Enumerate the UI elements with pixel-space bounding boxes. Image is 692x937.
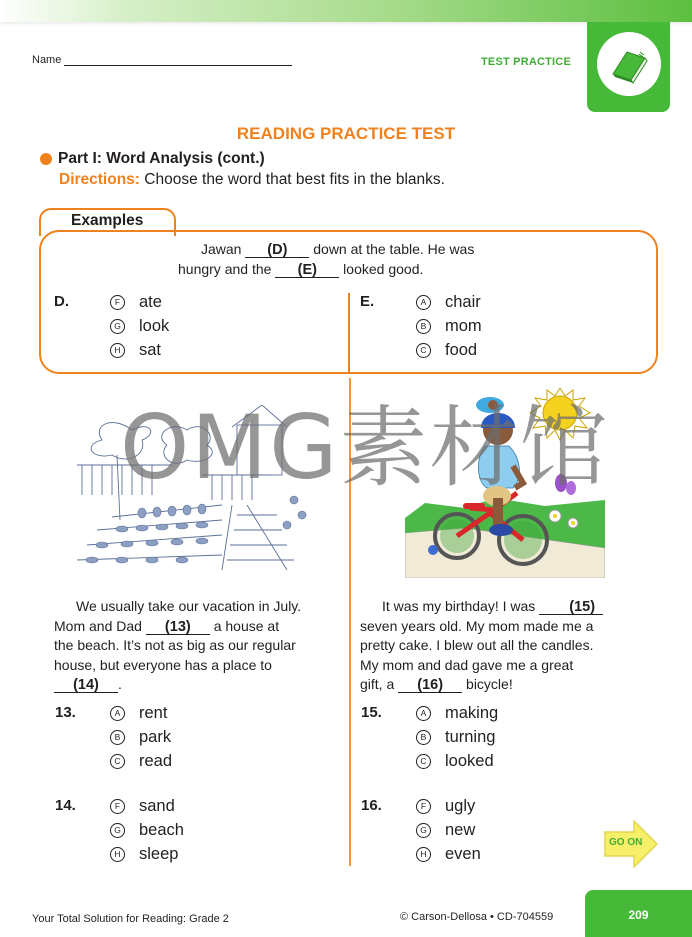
tab-icon-circle (597, 32, 661, 96)
answer-bubble[interactable]: C (110, 754, 125, 769)
option-13-b[interactable]: B park (110, 725, 172, 749)
blank-e: (E) (275, 263, 339, 278)
question-number-e: E. (360, 293, 375, 310)
answer-bubble[interactable]: F (110, 295, 125, 310)
blank-d: (D) (245, 243, 309, 258)
option-16-h[interactable]: H even (416, 842, 481, 866)
name-field-row (32, 54, 292, 66)
top-gradient-bar (0, 0, 692, 22)
directions-text: Choose the word that best fits in the blanks. (139, 171, 445, 188)
answer-bubble[interactable]: B (110, 730, 125, 745)
question-number-14: 14. (55, 797, 76, 814)
option-e-c[interactable]: C food (416, 338, 482, 362)
option-14-f[interactable]: F sand (110, 794, 184, 818)
option-14-g[interactable]: G beach (110, 818, 184, 842)
examples-tab-label: Examples (71, 212, 144, 229)
blank-15: (15) (539, 600, 603, 615)
option-e-b[interactable]: B mom (416, 314, 482, 338)
question-number-16: 16. (361, 797, 382, 814)
option-16-g[interactable]: G new (416, 818, 481, 842)
answer-bubble[interactable]: G (110, 319, 125, 334)
options-13 (110, 701, 172, 773)
option-14-h[interactable]: H sleep (110, 842, 184, 866)
option-13-a[interactable]: A rent (110, 701, 172, 725)
butterfly-icon (555, 474, 576, 495)
name-input-line[interactable] (64, 55, 292, 66)
example-sentence-line2: hungry and the (E) looked good. (178, 261, 424, 278)
page-title: READING PRACTICE TEST (236, 124, 456, 143)
option-15-c[interactable]: C looked (416, 749, 498, 773)
go-on-label: GO ON (609, 837, 643, 848)
answer-bubble[interactable]: B (416, 319, 431, 334)
directions (59, 171, 445, 189)
options-15 (416, 701, 498, 773)
answer-bubble[interactable]: A (110, 706, 125, 721)
answer-bubble[interactable]: G (416, 823, 431, 838)
answer-bubble[interactable]: H (110, 343, 125, 358)
go-on-arrow (604, 820, 658, 872)
option-13-c[interactable]: C read (110, 749, 172, 773)
question-number-13: 13. (55, 704, 76, 721)
option-16-f[interactable]: F ugly (416, 794, 481, 818)
boy-riding-bicycle-illustration (405, 388, 605, 578)
examples-divider (348, 293, 350, 373)
option-15-b[interactable]: B turning (416, 725, 498, 749)
passage-left: We usually take our vacation in July. Mom and Dad (13) a house at the beach. It’s not as big as our regular house, but everyone has a place to (14) . (54, 598, 302, 693)
bird-icon (476, 397, 504, 413)
answer-bubble[interactable]: A (416, 706, 431, 721)
part-label: Part I: Word Analysis (cont.) (58, 150, 265, 167)
question-number-d: D. (54, 293, 69, 310)
answer-bubble[interactable]: C (416, 343, 431, 358)
answer-bubble[interactable]: B (416, 730, 431, 745)
option-e-a[interactable]: A chair (416, 290, 482, 314)
example-sentence-line1: Jawan (D) down at the table. He was (201, 241, 475, 258)
options-14 (110, 794, 184, 866)
options-16 (416, 794, 481, 866)
question-number-15: 15. (361, 704, 382, 721)
watermark: OMG素材馆 (120, 396, 610, 499)
bullet-dot-icon (40, 153, 52, 165)
page-number-tab (585, 890, 692, 937)
options-e (416, 290, 482, 362)
answer-bubble[interactable]: C (416, 754, 431, 769)
directions-label: Directions: (59, 171, 140, 188)
footer-copyright: © Carson-Dellosa • CD-704559 (400, 911, 554, 923)
answer-bubble[interactable]: H (110, 847, 125, 862)
section-tab (587, 22, 670, 112)
book-icon (607, 44, 651, 84)
answer-bubble[interactable]: F (416, 799, 431, 814)
answer-bubble[interactable]: H (416, 847, 431, 862)
answer-bubble[interactable]: A (416, 295, 431, 310)
part-heading (40, 150, 265, 168)
option-d-g[interactable]: G look (110, 314, 169, 338)
section-label: TEST PRACTICE (481, 56, 571, 68)
option-d-f[interactable]: F ate (110, 290, 169, 314)
blank-13: (13) (146, 620, 210, 635)
option-15-a[interactable]: A making (416, 701, 498, 725)
footer-book-title: Your Total Solution for Reading: Grade 2 (32, 913, 229, 925)
name-label: Name (32, 54, 62, 66)
answer-bubble[interactable]: G (110, 823, 125, 838)
options-d (110, 290, 169, 362)
blank-14: (14) (54, 678, 118, 693)
blank-16: (16) (398, 678, 462, 693)
column-divider (349, 378, 351, 866)
option-d-h[interactable]: H sat (110, 338, 169, 362)
passage-right: It was my birthday! I was (15) seven years old. My mom made me a pretty cake. I blew out all the candles. My mom and dad gave me a great gift, a (16) bicycle! (360, 597, 660, 695)
garden-sketch-illustration (72, 405, 312, 570)
answer-bubble[interactable]: F (110, 799, 125, 814)
page-number: 209 (628, 908, 649, 922)
